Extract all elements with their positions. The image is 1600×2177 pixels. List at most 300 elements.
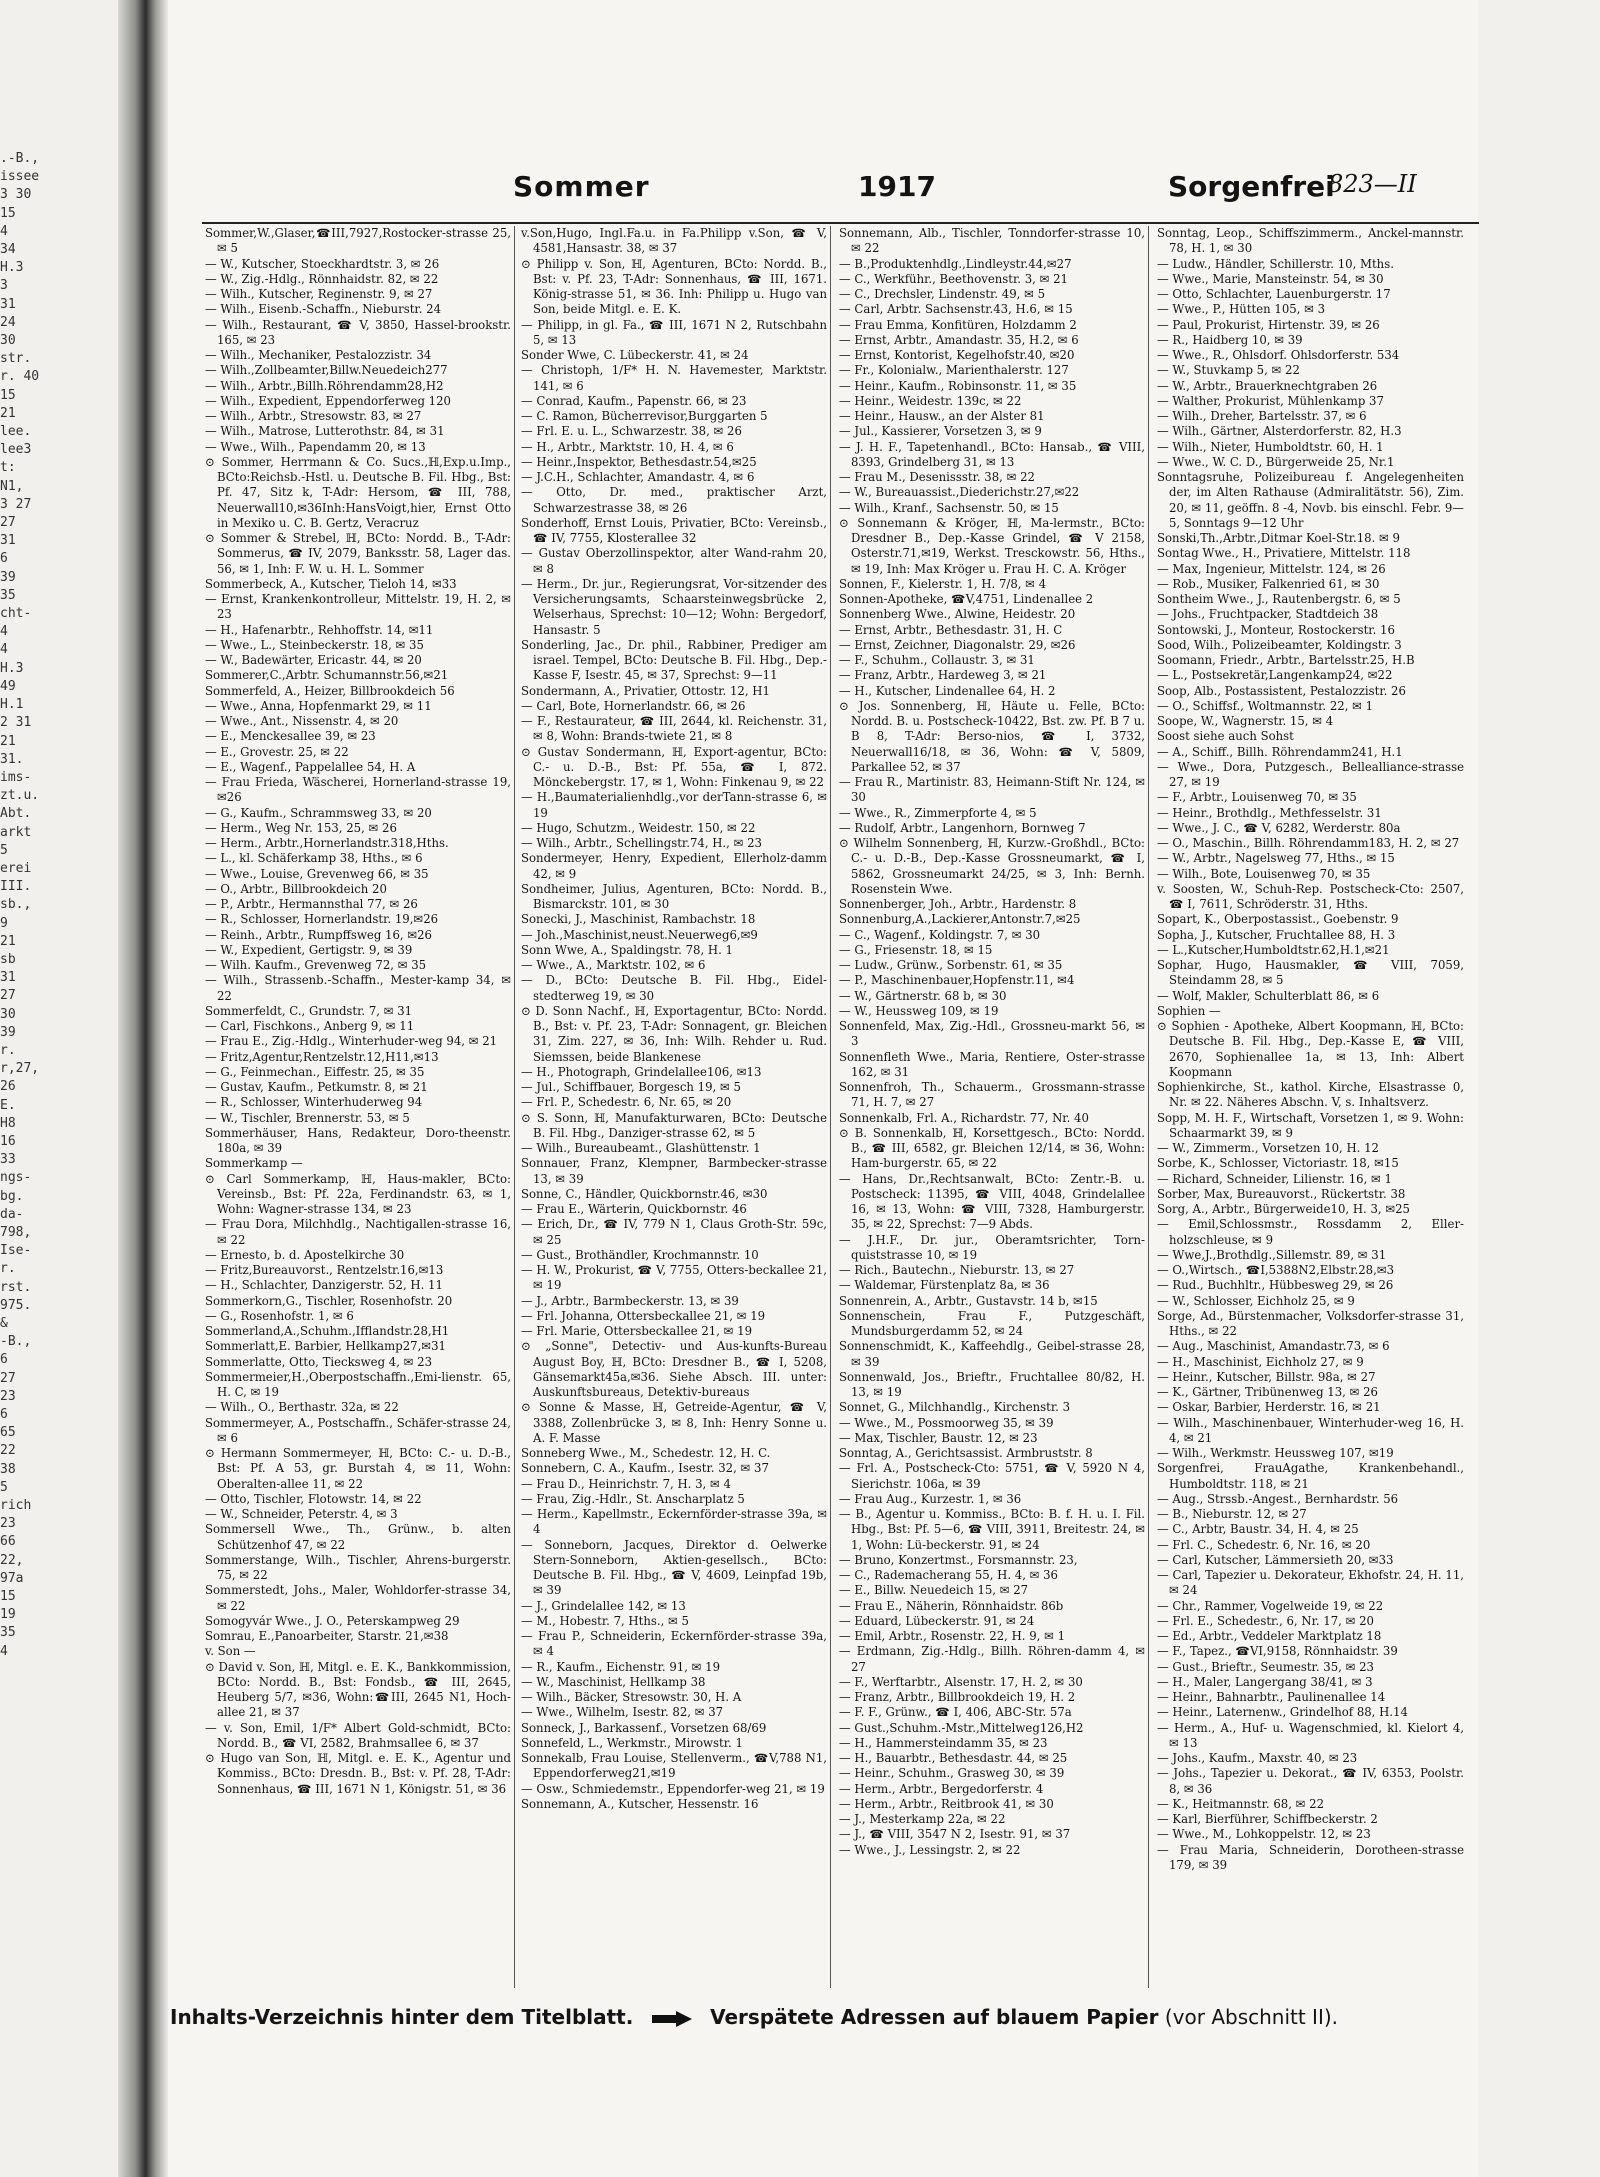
directory-entry: — Fritz,Bureauvorst., Rentzelstr.16,✉13 bbox=[205, 1263, 444, 1277]
directory-entry: — Fritz,Agentur,Rentzelstr.12,H11,✉13 bbox=[205, 1049, 439, 1064]
left-fragment-line: 97a bbox=[0, 1570, 24, 1586]
directory-entry: Sophien — bbox=[1157, 1003, 1221, 1018]
directory-entry: — Frl. P., Schedestr. 6, Nr. 65, ✉ 20 bbox=[521, 1095, 732, 1110]
directory-entry: — W., Tischler, Brennerstr. 53, ✉ 5 bbox=[205, 1110, 410, 1125]
directory-entry: Sommermeier,H.,Oberpostschaffn.,Emi-lienstr. 65, H. C, ✉ 19 bbox=[205, 1369, 511, 1399]
directory-entry: v. Soosten, W., Schuh-Rep. Postscheck-Cto: 2507, ☎ I, 7611, Schröderstr. 31, Hths. bbox=[1157, 881, 1464, 911]
directory-entry: Sommerbeck, A., Kutscher, Tieloh 14, ✉33 bbox=[205, 576, 457, 591]
directory-entry: — Herm., A., Huf- u. Wagenschmied, kl. Kielort 4, ✉ 13 bbox=[1157, 1720, 1464, 1750]
left-fragment-line: sb bbox=[0, 951, 16, 967]
directory-entry: — Frau E., Zig.-Hdlg., Winterhuder-weg 94, ✉ 21 bbox=[205, 1034, 498, 1049]
directory-entry: — W., Zig.-Hdlg., Rönnhaidstr. 82, ✉ 22 bbox=[205, 271, 439, 286]
directory-entry: — Herm., Arbtr., Bergedorferstr. 4 bbox=[839, 1781, 1044, 1796]
left-fragment-line: 6 bbox=[0, 1352, 8, 1368]
directory-entry: — H.,Baumaterialienhdlg.,vor derTann-strasse 6, ✉ 19 bbox=[521, 790, 827, 820]
left-fragment-line: ims- bbox=[0, 769, 32, 785]
directory-entry: — Ernst, Arbtr., Amandastr. 35, H.2, ✉ 6 bbox=[839, 332, 1079, 347]
directory-entry: Sonderhoff, Ernst Louis, Privatier, BCto: Vereinsb., ☎ IV, 7755, Klosterallee 32 bbox=[521, 515, 827, 545]
directory-entry: — J.H.F., Dr. jur., Oberamtsrichter, Torn-quiststrasse 10, ✉ 19 bbox=[839, 1232, 1145, 1262]
directory-column-4 bbox=[1154, 226, 1467, 1988]
directory-entry: — Emil, Arbtr., Rosenstr. 22, H. 9, ✉ 1 bbox=[839, 1629, 1066, 1643]
directory-entry: — O., Schiffsf., Woltmannstr. 22, ✉ 1 bbox=[1157, 698, 1374, 713]
directory-entry: Sonnenberg Wwe., Alwine, Heidestr. 20 bbox=[839, 607, 1076, 622]
directory-entry: — P., Maschinenbauer,Hopfenstr.11, ✉4 bbox=[839, 973, 1075, 988]
directory-entry: — Johs., Kaufm., Maxstr. 40, ✉ 23 bbox=[1157, 1751, 1358, 1765]
header-last-name: Sorgenfrei bbox=[1168, 170, 1335, 203]
directory-entry: — Wilh., Gärtner, Alsterdorferstr. 82, H.3 bbox=[1157, 424, 1402, 439]
left-fragment-line: 35 bbox=[0, 587, 16, 603]
directory-entry: — B.,Produktenhdlg.,Lindleystr.44,✉27 bbox=[839, 256, 1072, 271]
directory-entry: — Christoph, 1/F* H. N. Havemester, Marktstr. 141, ✉ 6 bbox=[521, 363, 827, 393]
directory-entry: — Heinr., Kaufm., Robinsonstr. 11, ✉ 35 bbox=[839, 378, 1077, 393]
directory-entry: — H., Photograph, Grindelallee106, ✉13 bbox=[521, 1064, 762, 1079]
left-fragment-line: 15 bbox=[0, 387, 16, 403]
directory-entry: — K., Gärtner, Tribünenweg 13, ✉ 26 bbox=[1157, 1385, 1378, 1399]
book-gutter bbox=[118, 0, 168, 2177]
directory-entry: — W., Badewärter, Ericastr. 44, ✉ 20 bbox=[205, 653, 422, 667]
directory-entry: Sorg, A., Arbtr., Bürgerweide10, H. 3, ✉25 bbox=[1157, 1202, 1410, 1216]
left-fragment-line: str. bbox=[0, 351, 32, 367]
directory-entry: — F., Arbtr., Louisenweg 70, ✉ 35 bbox=[1157, 790, 1357, 805]
directory-entry: Sonderling, Jac., Dr. phil., Rabbiner, Prediger am israel. Tempel, BCto: Deutsche B. Fil. Hbg., Dep.-Kasse F, Isestr. 45, ✉ 37, Sprechst: 9—11 bbox=[521, 637, 827, 683]
directory-entry: — B., Nieburstr. 12, ✉ 27 bbox=[1157, 1507, 1307, 1521]
pointing-hand-icon bbox=[650, 2009, 694, 2029]
directory-entry: Sontag Wwe., H., Privatiere, Mittelstr. 118 bbox=[1157, 546, 1411, 561]
directory-entry: — Heinr.,Inspektor, Bethesdastr.54,✉25 bbox=[521, 454, 757, 469]
directory-entry: — Franz, Arbtr., Billbrookdeich 19, H. 2 bbox=[839, 1690, 1076, 1704]
directory-entry: — Ernesto, b. d. Apostelkirche 30 bbox=[205, 1247, 405, 1262]
directory-entry: — W., Schlosser, Eichholz 25, ✉ 9 bbox=[1157, 1293, 1355, 1308]
directory-entry: — Wilh.,Zollbeamter,Billw.Neuedeich277 bbox=[205, 363, 448, 378]
left-fragment-line: 5 bbox=[0, 842, 8, 858]
directory-entry: — Frl. C., Schedestr. 6, Nr. 16, ✉ 20 bbox=[1157, 1537, 1371, 1552]
directory-entry: — C., Werkführ., Beethovenstr. 3, ✉ 21 bbox=[839, 271, 1068, 286]
directory-entry: Sondheimer, Julius, Agenturen, BCto: Nordd. B., Bismarckstr. 101, ✉ 30 bbox=[521, 881, 827, 911]
directory-entry: — Wilh., Arbtr., Stresowstr. 83, ✉ 27 bbox=[205, 409, 422, 423]
directory-entry: — B., Agentur u. Kommiss., BCto: B. f. H. u. I. Fil. Hbg., Bst: Pf. 5—6, ☎ VIII, 3911, Breitestr. 24, ✉ 1, Wohn: Lü-beckerstr. 91, ✉ 24 bbox=[839, 1507, 1145, 1552]
left-fragment-line: 4 bbox=[0, 624, 8, 640]
left-fragment-line: 30 bbox=[0, 333, 16, 349]
directory-entry: Sonnenburg,A.,Lackierer,Antonstr.7,✉25 bbox=[839, 912, 1081, 927]
directory-entry: — Hugo, Schutzm., Weidestr. 150, ✉ 22 bbox=[521, 820, 756, 835]
directory-entry: Sonnauer, Franz, Klempner, Barmbecker-strasse 13, ✉ 39 bbox=[521, 1156, 827, 1186]
left-fragment-line: 23 bbox=[0, 1516, 16, 1532]
left-fragment-line: N1, bbox=[0, 478, 24, 494]
left-fragment-line: 22, bbox=[0, 1552, 24, 1568]
left-fragment-line: 26 bbox=[0, 1079, 16, 1095]
directory-entry: — H., Maler, Langergang 38/41, ✉ 3 bbox=[1157, 1674, 1373, 1689]
left-fragment-line: 9 bbox=[0, 915, 8, 931]
footer-section-note: (vor Abschnitt II). bbox=[1164, 2005, 1339, 2029]
directory-entry: — Osw., Schmiedemstr., Eppendorfer-weg 21, ✉ 19 bbox=[521, 1781, 825, 1796]
directory-entry: — Wolf, Makler, Schulterblatt 86, ✉ 6 bbox=[1157, 988, 1380, 1003]
directory-entry: — Ernst, Kontorist, Kegelhofstr.40, ✉20 bbox=[839, 348, 1075, 362]
directory-entry: — J.C.H., Schlachter, Amandastr. 4, ✉ 6 bbox=[521, 470, 755, 484]
directory-entry: — Ernst, Zeichner, Diagonalstr. 29, ✉26 bbox=[839, 637, 1076, 652]
directory-entry: — Waldemar, Fürstenplatz 8a, ✉ 36 bbox=[839, 1278, 1050, 1293]
left-fragment-line: lee. bbox=[0, 424, 32, 440]
directory-entry: — Oskar, Barbier, Herderstr. 16, ✉ 21 bbox=[1157, 1400, 1381, 1415]
directory-entry: Sonnen-Apotheke, ☎V,4751, Lindenallee 2 bbox=[839, 592, 1094, 606]
directory-entry: — Max, Ingenieur, Mittelstr. 124, ✉ 26 bbox=[1157, 561, 1386, 576]
left-fragment-line: 19 bbox=[0, 1607, 16, 1623]
directory-entry: — Jul., Schiffbauer, Borgesch 19, ✉ 5 bbox=[521, 1080, 741, 1094]
directory-column-1 bbox=[202, 226, 515, 1988]
directory-entry: — L.,Kutscher,Humboldtstr.62,H.1,✉21 bbox=[1157, 942, 1390, 957]
directory-entry: — Frl. Marie, Ottersbeckallee 21, ✉ 19 bbox=[521, 1324, 753, 1338]
left-fragment-line: cht- bbox=[0, 606, 32, 622]
directory-entry: ⊙ Philipp v. Son, ℍ, Agenturen, BCto: Nordd. B., Bst: v. Pf. 23, T-Adr: Sonnenhaus, ☎ III, 1671. König-strasse 51, ✉ 36. Inh: Philipp u. Hugo van Son, beide Mitgl. e. E. K. bbox=[521, 256, 827, 317]
left-fragment-line: 38 bbox=[0, 1461, 16, 1477]
directory-entry: ⊙ Carl Sommerkamp, ℍ, Haus-makler, BCto: Vereinsb., Bst: Pf. 22a, Ferdinandstr. 63, ✉ 1, Wohn: Wagner-strasse 134, ✉ 23 bbox=[205, 1171, 511, 1216]
left-fragment-line: lee3 bbox=[0, 442, 32, 458]
directory-entry: — Rob., Musiker, Falkenried 61, ✉ 30 bbox=[1157, 576, 1380, 591]
directory-entry: — Heinr., Bahnarbtr., Paulinenallee 14 bbox=[1157, 1690, 1386, 1704]
left-fragment-line: r. bbox=[0, 1261, 16, 1277]
directory-entry: Soop, Alb., Postassistent, Pestalozzistr. 26 bbox=[1157, 683, 1406, 698]
directory-entry: — Frau Emma, Konfitüren, Holzdamm 2 bbox=[839, 317, 1077, 332]
left-fragment-line: 34 bbox=[0, 242, 16, 258]
left-fragment-line: 31 bbox=[0, 970, 16, 986]
left-fragment-line: rst. bbox=[0, 1279, 32, 1295]
directory-entry: — F., Werftarbtr., Alsenstr. 17, H. 2, ✉ 30 bbox=[839, 1674, 1083, 1689]
directory-entry: — Heinr., Hausw., an der Alster 81 bbox=[839, 409, 1045, 423]
left-page-fragment bbox=[0, 150, 118, 2050]
left-fragment-line: 23 bbox=[0, 1388, 16, 1404]
footer-index-note: Inhalts-Verzeichnis hinter dem Titelblatt. bbox=[170, 2005, 634, 2029]
directory-entry: Sommerlatt,E. Barbier, Hellkamp27,✉31 bbox=[205, 1339, 446, 1354]
directory-entry: — Carl, Arbtr. Sachsenstr.43, H.6, ✉ 15 bbox=[839, 302, 1073, 317]
directory-entry: Sommerstange, Wilh., Tischler, Ahrens-burgerstr. 75, ✉ 22 bbox=[205, 1552, 511, 1582]
left-fragment-line: 21 bbox=[0, 405, 16, 421]
left-fragment-line: 6 bbox=[0, 1407, 8, 1423]
directory-entry: — L., kl. Schäferkamp 38, Hths., ✉ 6 bbox=[205, 851, 423, 866]
directory-entry: — Gust.,Schuhm.-Mstr.,Mittelweg126,H2 bbox=[839, 1720, 1084, 1735]
directory-entry: Soost siehe auch Sohst bbox=[1157, 729, 1294, 744]
directory-entry: ⊙ Sophien - Apotheke, Albert Koopmann, ℍ, BCto: Deutsche B. Fil. Hbg., Dep.-Kasse E, ☎ VIII, 2670, Sophienallee 1a, ✉ 13, Inh: Albert Koopmann bbox=[1157, 1019, 1464, 1079]
directory-entry: — H., Schlachter, Danzigerstr. 52, H. 11 bbox=[205, 1278, 443, 1293]
directory-entry: Sonski,Th.,Arbtr.,Ditmar Koel-Str.18. ✉ 9 bbox=[1157, 531, 1400, 545]
left-fragment-line: 16 bbox=[0, 1133, 16, 1149]
directory-entry: — Ludw., Grünw., Sorbenstr. 61, ✉ 35 bbox=[839, 958, 1063, 972]
left-fragment-line: E. bbox=[0, 1097, 16, 1113]
directory-entry: Soope, W., Wagnerstr. 15, ✉ 4 bbox=[1157, 714, 1334, 728]
left-fragment-line: III. bbox=[0, 879, 32, 895]
directory-entry: — R., Schlosser, Winterhuderweg 94 bbox=[205, 1095, 423, 1110]
directory-entry: Sommersell Wwe., Th., Grünw., b. alten Schützenhof 47, ✉ 22 bbox=[205, 1522, 511, 1552]
left-fragment-line: 27 bbox=[0, 988, 16, 1004]
directory-column-2 bbox=[518, 226, 831, 1988]
directory-entry: — Wilh., Bureaubeamt., Glashüttenstr. 1 bbox=[521, 1141, 761, 1155]
left-fragment-line: H.1 bbox=[0, 697, 24, 713]
directory-entry: — Wwe., Ant., Nissenstr. 4, ✉ 20 bbox=[205, 714, 399, 728]
directory-entry: — W., Arbtr., Nagelsweg 77, Hths., ✉ 15 bbox=[1157, 851, 1395, 866]
header-first-name: Sommer bbox=[513, 170, 650, 203]
left-fragment-line: arkt bbox=[0, 824, 32, 840]
directory-entry: v.Son,Hugo, Ingl.Fa.u. in Fa.Philipp v.Son, ☎ V, 4581,Hansastr. 38, ✉ 37 bbox=[521, 226, 827, 256]
left-fragment-line: r. bbox=[0, 1042, 16, 1058]
directory-entry: — J., Grindelallee 142, ✉ 13 bbox=[521, 1598, 686, 1613]
directory-entry: — Frl. Johanna, Ottersbeckallee 21, ✉ 19 bbox=[521, 1308, 766, 1323]
directory-entry: — Carl, Fischkons., Anberg 9, ✉ 11 bbox=[205, 1019, 415, 1033]
directory-entry: — Max, Tischler, Baustr. 12, ✉ 23 bbox=[839, 1430, 1038, 1445]
directory-entry: — Wilh. Kaufm., Grevenweg 72, ✉ 35 bbox=[205, 958, 427, 972]
directory-entry: — L., Postsekretär,Langenkamp24, ✉22 bbox=[1157, 668, 1393, 683]
directory-entry: — Chr., Rammer, Vogelweide 19, ✉ 22 bbox=[1157, 1598, 1384, 1613]
directory-entry: — J., Arbtr., Barmbeckerstr. 13, ✉ 39 bbox=[521, 1293, 739, 1308]
directory-entry: Sorgenfrei, FrauAgathe, Krankenbehandl., Humboldtstr. 118, ✉ 21 bbox=[1157, 1461, 1464, 1491]
directory-entry: — Carl, Kutscher, Lämmersieth 20, ✉33 bbox=[1157, 1552, 1394, 1567]
directory-entry: — Frau Frieda, Wäscherei, Hornerland-strasse 19,✉26 bbox=[205, 775, 511, 805]
directory-entry: — Richard, Schneider, Lilienstr. 16, ✉ 1 bbox=[1157, 1171, 1392, 1186]
directory-entry: — Frl. E., Schedestr., 6, Nr. 17, ✉ 20 bbox=[1157, 1613, 1374, 1628]
directory-entry: — J., Mesterkamp 22a, ✉ 22 bbox=[839, 1812, 1006, 1826]
directory-entry: Sonnenschmidt, K., Kaffeehdlg., Geibel-strasse 28, ✉ 39 bbox=[839, 1339, 1145, 1369]
left-fragment-line: 798, bbox=[0, 1224, 32, 1240]
left-fragment-line: rich bbox=[0, 1498, 32, 1514]
left-fragment-line: H.3 bbox=[0, 260, 24, 276]
directory-entry: — O., Arbtr., Billbrookdeich 20 bbox=[205, 881, 387, 896]
directory-entry: — Karl, Bierführer, Schiffbeckerstr. 2 bbox=[1157, 1812, 1378, 1826]
directory-entry: Sorge, Ad., Bürstenmacher, Volksdorfer-strasse 31, Hths., ✉ 22 bbox=[1157, 1308, 1464, 1338]
directory-entry: Sonnemann, A., Kutscher, Hessenstr. 16 bbox=[521, 1796, 759, 1811]
directory-entry: Sonecki, J., Maschinist, Rambachstr. 18 bbox=[521, 912, 756, 927]
directory-entry: — Erich, Dr., ☎ IV, 779 N 1, Claus Groth-Str. 59c, ✉ 25 bbox=[521, 1217, 827, 1247]
directory-entry: — C., Wagenf., Koldingstr. 7, ✉ 30 bbox=[839, 927, 1041, 942]
directory-entry: — Heinr., Schuhm., Grasweg 30, ✉ 39 bbox=[839, 1766, 1065, 1781]
directory-entry: — Herm., Arbtr.,Hornerlandstr.318,Hths. bbox=[205, 836, 449, 850]
directory-entry: ⊙ Wilhelm Sonnenberg, ℍ, Kurzw.-Großhdl., BCto: C.- u. D.-B., Dep.-Kasse Grossneumarkt, ☎ I, 5862, Grossneumarkt 24/25, ✉ 3, Inh: Bernh. Rosenstein Wwe. bbox=[839, 836, 1145, 896]
directory-entry: Sorbe, K., Schlosser, Victoriastr. 18, ✉15 bbox=[1157, 1156, 1399, 1171]
directory-entry: — Joh.,Maschinist,neust.Neuerweg6,✉9 bbox=[521, 927, 758, 942]
directory-entry: Sonn Wwe, A., Spaldingstr. 78, H. 1 bbox=[521, 942, 733, 957]
directory-entry: ⊙ „Sonne", Detectiv- und Aus-kunfts-Bureau August Boy, ℍ, BCto: Dresdner B., ☎ I, 5208, Gänsemarkt45a,✉36. Siehe Absch. III. unter: Auskunftsbureaus, Detektiv-bureaus bbox=[521, 1339, 827, 1399]
directory-entry: — H., Bauarbtr., Bethesdastr. 44, ✉ 25 bbox=[839, 1751, 1068, 1765]
left-fragment-line: & bbox=[0, 1316, 8, 1331]
left-fragment-line: Ise- bbox=[0, 1243, 32, 1259]
directory-entry: Sonneberg Wwe., M., Schedestr. 12, H. C. bbox=[521, 1446, 771, 1460]
directory-entry: ⊙ S. Sonn, ℍ, Manufakturwaren, BCto: Deutsche B. Fil. Hbg., Danziger-strasse 62, ✉ 5 bbox=[521, 1110, 827, 1140]
directory-entry: — C., Arbtr, Baustr. 34, H. 4, ✉ 25 bbox=[1157, 1522, 1359, 1537]
directory-entry: — Hans, Dr.,Rechtsanwalt, BCto: Zentr.-B. u. Postscheck: 11395, ☎ VIII, 4048, Grindelallee 16, ✉ 13, Wohn: ☎ VIII, 7328, Hamburgerstr. 35, ✉ 22, Sprechst: 7—9 Abds. bbox=[839, 1171, 1145, 1232]
directory-entry: — Wilh., Werkmstr. Heussweg 107, ✉19 bbox=[1157, 1446, 1394, 1460]
left-fragment-line: 65 bbox=[0, 1425, 16, 1441]
directory-entry: — Rudolf, Arbtr., Langenhorn, Bornweg 7 bbox=[839, 820, 1086, 835]
left-fragment-line: Abt. bbox=[0, 806, 32, 822]
directory-entry: — Ed., Arbtr., Veddeler Marktplatz 18 bbox=[1157, 1629, 1382, 1643]
directory-entry: — E., Wagenf., Pappelallee 54, H. A bbox=[205, 759, 416, 774]
directory-entry: — G., Rosenhofstr. 1, ✉ 6 bbox=[205, 1308, 354, 1323]
directory-entry: Sonnenkalb, Frl. A., Richardstr. 77, Nr. 40 bbox=[839, 1110, 1089, 1125]
directory-entry: — Johs., Fruchtpacker, Stadtdeich 38 bbox=[1157, 607, 1379, 622]
left-fragment-line: ngs- bbox=[0, 1170, 32, 1186]
directory-entry: — Wwe., L., Steinbeckerstr. 18, ✉ 35 bbox=[205, 637, 424, 652]
left-fragment-line: r,27, bbox=[0, 1061, 40, 1077]
directory-entry: — Wilh., Dreher, Bartelsstr. 37, ✉ 6 bbox=[1157, 409, 1367, 423]
directory-entry: — Wwe., R., Ohlsdorf. Ohlsdorferstr. 534 bbox=[1157, 348, 1400, 362]
directory-entry: — W., Stuvkamp 5, ✉ 22 bbox=[1157, 363, 1300, 378]
directory-entry: Sonneck, J., Barkassenf., Vorsetzen 68/69 bbox=[521, 1720, 767, 1735]
directory-entry: — H., Hafenarbtr., Rehhoffstr. 14, ✉11 bbox=[205, 622, 434, 637]
left-fragment-line: da- bbox=[0, 1206, 24, 1222]
directory-entry: ⊙ Jos. Sonnenberg, ℍ, Häute u. Felle, BCto: Nordd. B. u. Postscheck-10422, Bst. zw. Pf. B 7 u. B 8, T-Adr: Berso-nios, ☎ I, 3732, Neuerwall16/18, ✉ 36, Wohn: ☎ V, 5809, Parkallee 52, ✉ 37 bbox=[839, 698, 1145, 774]
left-fragment-line: 5 bbox=[0, 1479, 8, 1495]
directory-entry: — Aug., Strssb.-Angest., Bernhardstr. 56 bbox=[1157, 1491, 1399, 1506]
directory-entry: — Herm., Weg Nr. 153, 25, ✉ 26 bbox=[205, 820, 397, 835]
left-fragment-line: 22 bbox=[0, 1443, 16, 1459]
directory-entry: — Wwe., Wilh., Papendamm 20, ✉ 13 bbox=[205, 439, 426, 454]
directory-entry: — Sonneborn, Jacques, Direktor d. Oelwerke Stern-Sonneborn, Aktien-gesellsch., BCto: Deutsche B. Fil. Hbg., ☎ V, 4609, Leinpfad 19b, ✉ 39 bbox=[521, 1537, 827, 1598]
directory-entry: — Herm., Arbtr., Reitbrook 41, ✉ 30 bbox=[839, 1796, 1054, 1811]
directory-entry: Sonnenschein, Frau F., Putzgeschäft, Mundsburgerdamm 52, ✉ 24 bbox=[839, 1308, 1145, 1338]
directory-entry: — M., Hobestr. 7, Hths., ✉ 5 bbox=[521, 1613, 689, 1628]
directory-entry: — Heinr., Weidestr. 139c, ✉ 22 bbox=[839, 393, 1022, 408]
directory-entry: — Otto, Dr. med., praktischer Arzt, Schwarzestrasse 38, ✉ 26 bbox=[521, 485, 827, 515]
directory-entry: — Wilh., Strassenb.-Schaffn., Mester-kamp 34, ✉ 22 bbox=[205, 973, 511, 1003]
directory-entry: ⊙ Gustav Sondermann, ℍ, Export-agentur, BCto: C.- u. D.-B., Bst: Pf. 55a, ☎ I, 872. Mönckebergstr. 17, ✉ 1, Wohn: Finkenau 9, ✉ 22 bbox=[521, 744, 827, 789]
directory-entry: — Wwe,J.,Brothdlg.,Sillemstr. 89, ✉ 31 bbox=[1157, 1247, 1387, 1262]
directory-entry: — Erdmann, Zig.-Hdlg., Billh. Röhren-damm 4, ✉ 27 bbox=[839, 1644, 1145, 1674]
directory-entry: — R., Kaufm., Eichenstr. 91, ✉ 19 bbox=[521, 1659, 721, 1674]
directory-entry: — Wilh., O., Berthastr. 32a, ✉ 22 bbox=[205, 1400, 399, 1415]
directory-entry: — Wilh., Eisenb.-Schaffn., Nieburstr. 24 bbox=[205, 302, 442, 317]
directory-entry: — Gustav Oberzollinspektor, alter Wand-rahm 20, ✉ 8 bbox=[521, 546, 827, 576]
left-fragment-line: 4 bbox=[0, 223, 8, 239]
left-fragment-line: 4 bbox=[0, 642, 8, 658]
directory-entry: Sonnenrein, A., Arbtr., Gustavstr. 14 b, ✉15 bbox=[839, 1293, 1098, 1308]
left-fragment-line: t: bbox=[0, 460, 16, 476]
directory-entry: — Wwe., J., Lessingstr. 2, ✉ 22 bbox=[839, 1842, 1021, 1857]
left-fragment-line: 27 bbox=[0, 1370, 16, 1386]
directory-entry: — Heinr., Kutscher, Billstr. 98a, ✉ 27 bbox=[1157, 1369, 1376, 1384]
directory-entry: Sommerlatte, Otto, Tiecksweg 4, ✉ 23 bbox=[205, 1354, 433, 1369]
directory-entry: — Wilh., Mechaniker, Pestalozzistr. 34 bbox=[205, 348, 432, 362]
directory-entry: — Wwe., Louise, Grevenweg 66, ✉ 35 bbox=[205, 866, 429, 881]
directory-entry: — Frau, Zig.-Hdlr., St. Anscharplatz 5 bbox=[521, 1491, 745, 1506]
left-fragment-line: 27 bbox=[0, 515, 16, 531]
directory-entry: — Franz, Arbtr., Hardeweg 3, ✉ 21 bbox=[839, 668, 1047, 683]
directory-entry: v. Son — bbox=[205, 1644, 256, 1659]
directory-entry: — Gust., Brothändler, Krochmannstr. 10 bbox=[521, 1247, 759, 1262]
directory-entry: — Otto, Schlachter, Lauenburgerstr. 17 bbox=[1157, 287, 1391, 301]
directory-entry: — Frau Dora, Milchhdlg., Nachtigallen-strasse 16, ✉ 22 bbox=[205, 1217, 511, 1247]
left-fragment-line: 4 bbox=[0, 1643, 8, 1659]
left-fragment-line: 30 bbox=[0, 1006, 16, 1022]
directory-entry: — A., Schiff., Billh. Röhrendamm241, H.1 bbox=[1157, 744, 1403, 759]
directory-entry: — C. Ramon, Bücherrevisor,Burggarten 5 bbox=[521, 409, 768, 423]
directory-entry: — Carl, Bote, Hornerlandstr. 66, ✉ 26 bbox=[521, 698, 746, 713]
directory-entry: Sonnenfroh, Th., Schauerm., Grossmann-strasse 71, H. 7, ✉ 27 bbox=[839, 1080, 1145, 1110]
directory-entry: — W., Kutscher, Stoeckhardtstr. 3, ✉ 26 bbox=[205, 256, 440, 271]
left-fragment-line: H.3 bbox=[0, 660, 24, 676]
directory-entry: — Johs., Tapezier u. Dekorat., ☎ IV, 6353, Poolstr. 8, ✉ 36 bbox=[1157, 1766, 1464, 1796]
directory-entry: — Aug., Maschinist, Amandastr.73, ✉ 6 bbox=[1157, 1339, 1390, 1354]
directory-entry: — Wilh., Expedient, Eppendorferweg 120 bbox=[205, 393, 451, 408]
directory-entry: Sonne, C., Händler, Quickbornstr.46, ✉30 bbox=[521, 1186, 768, 1201]
directory-entry: — H., Maschinist, Eichholz 27, ✉ 9 bbox=[1157, 1354, 1364, 1369]
directory-entry: — Wilh., Bote, Louisenweg 70, ✉ 35 bbox=[1157, 866, 1371, 881]
directory-entry: — W., Expedient, Gertigstr. 9, ✉ 39 bbox=[205, 942, 413, 957]
directory-entry: — P., Arbtr., Hermannsthal 77, ✉ 26 bbox=[205, 897, 418, 911]
left-fragment-line: 21 bbox=[0, 933, 16, 949]
directory-entry: Sopart, K., Oberpostassist., Goebenstr. 9 bbox=[1157, 912, 1399, 927]
left-fragment-line: 39 bbox=[0, 569, 16, 585]
directory-entry: — G., Friesenstr. 18, ✉ 15 bbox=[839, 942, 993, 957]
left-fragment-line: issee bbox=[0, 169, 40, 185]
directory-entry: Sommerfeld, A., Heizer, Billbrookdeich 56 bbox=[205, 683, 455, 698]
directory-entry: — Jul., Kassierer, Vorsetzen 3, ✉ 9 bbox=[839, 424, 1042, 439]
directory-entry: — Frau Maria, Schneiderin, Dorotheen-strasse 179, ✉ 39 bbox=[1157, 1842, 1464, 1872]
directory-entry: — Wwe., M., Lohkoppelstr. 12, ✉ 23 bbox=[1157, 1827, 1371, 1842]
directory-entry: — R., Schlosser, Hornerlandstr. 19,✉26 bbox=[205, 912, 439, 927]
directory-entry: — Wwe., Anna, Hopfenmarkt 29, ✉ 11 bbox=[205, 698, 432, 713]
directory-entry: — Otto, Tischler, Flotowstr. 14, ✉ 22 bbox=[205, 1491, 422, 1506]
directory-entry: — H., Kutscher, Lindenallee 64, H. 2 bbox=[839, 683, 1056, 698]
directory-entry: — Rud., Buchhltr., Hübbesweg 29, ✉ 26 bbox=[1157, 1278, 1394, 1293]
directory-entry: Sonnenfeld, Max, Zig.-Hdl., Grossneu-markt 56, ✉ 3 bbox=[839, 1019, 1145, 1049]
directory-entry: — G., Kaufm., Schrammsweg 33, ✉ 20 bbox=[205, 805, 432, 820]
directory-entry: Sonnet, G., Milchhandlg., Kirchenstr. 3 bbox=[839, 1400, 1071, 1415]
directory-entry: — Wilh., Arbtr., Schellingstr.74, H., ✉ 23 bbox=[521, 836, 762, 850]
directory-entry: ⊙ B. Sonnenkalb, ℍ, Korsettgesch., BCto: Nordd. B., ☎ III, 6582, gr. Bleichen 12/14, ✉ 36, Wohn: Ham-burgerstr. 65, ✉ 22 bbox=[839, 1125, 1145, 1171]
directory-columns bbox=[202, 222, 1479, 1992]
directory-entry: Somrau, E.,Panoarbeiter, Starstr. 21,✉38 bbox=[205, 1629, 449, 1643]
footer-late-addresses-note: Verspätete Adressen auf blauem Papier bbox=[710, 2005, 1159, 2029]
directory-entry: — D., BCto: Deutsche B. Fil. Hbg., Eidel-stedterweg 19, ✉ 30 bbox=[521, 973, 827, 1003]
directory-entry: Soomann, Friedr., Arbtr., Bartelsstr.25, H.B bbox=[1157, 653, 1415, 667]
directory-entry: — R., Haidberg 10, ✉ 39 bbox=[1157, 332, 1303, 347]
directory-entry: — Frau Aug., Kurzestr. 1, ✉ 36 bbox=[839, 1491, 1022, 1506]
directory-entry: ⊙ D. Sonn Nachf., ℍ, Exportagentur, BCto: Nordd. B., Bst: v. Pf. 23, T-Adr: Sonnagent, gr. Bleichen 31, Zim. 227, ✉ 36, Inh: Wilh. Rehder u. Rud. Siemssen, beide Blankenese bbox=[521, 1003, 827, 1064]
directory-entry: — Wilh., Kutscher, Reginenstr. 9, ✉ 27 bbox=[205, 287, 433, 301]
directory-entry: — K., Heitmannstr. 68, ✉ 22 bbox=[1157, 1796, 1325, 1811]
directory-entry: Sontheim Wwe., J., Rautenbergstr. 6, ✉ 5 bbox=[1157, 592, 1401, 606]
directory-entry: ⊙ Sommer, Herrmann & Co. Sucs.,ℍ,Exp.u.Imp., BCto:Reichsb.-Hstl. u. Deutsche B. Fil. Hbg., Bst: Pf. 47, Sitz k, T-Adr: Hersom, ☎ III, 788, Neuerwall10,✉36Inh:HansVoigt,hier, Ernst Otto in Mexiko u. C. B. Gertz, Veracruz bbox=[205, 454, 511, 530]
left-fragment-line: 31. bbox=[0, 751, 24, 767]
left-fragment-line: bg. bbox=[0, 1188, 24, 1204]
directory-entry: Sonnen, F., Kielerstr. 1, H. 7/8, ✉ 4 bbox=[839, 576, 1047, 591]
left-fragment-line: sb., bbox=[0, 897, 32, 913]
directory-column-3 bbox=[836, 226, 1149, 1988]
directory-entry: Sonnebern, C. A., Kaufm., Isestr. 32, ✉ 37 bbox=[521, 1461, 769, 1476]
left-fragment-line: 49 bbox=[0, 678, 16, 694]
directory-entry: — W., Maschinist, Hellkamp 38 bbox=[521, 1674, 706, 1689]
directory-entry: Sonntag, Leop., Schiffszimmerm., Anckel-mannstr. 78, H. 1, ✉ 30 bbox=[1157, 226, 1464, 256]
directory-entry: — Gustav, Kaufm., Petkumstr. 8, ✉ 21 bbox=[205, 1080, 428, 1094]
directory-entry: — F., Tapez., ☎VI,9158, Rönnhaidstr. 39 bbox=[1157, 1644, 1398, 1659]
directory-entry: Sonnenfleth Wwe., Maria, Rentiere, Oster-strasse 162, ✉ 31 bbox=[839, 1049, 1145, 1079]
directory-entry: — Wilh., Kranf., Sachsenstr. 50, ✉ 15 bbox=[839, 500, 1059, 515]
directory-entry: — Frau E., Wärterin, Quickbornstr. 46 bbox=[521, 1202, 747, 1216]
header-page-number: 823—II bbox=[1328, 170, 1417, 198]
directory-entry: — Conrad, Kaufm., Papenstr. 66, ✉ 23 bbox=[521, 393, 747, 408]
left-fragment-line: 39 bbox=[0, 1024, 16, 1040]
directory-entry: — Carl, Tapezier u. Dekorateur, Ekhofstr. 24, H. 11, ✉ 24 bbox=[1157, 1568, 1464, 1598]
directory-entry: Sonnenwald, Jos., Brieftr., Fruchtallee 80/82, H. 13, ✉ 19 bbox=[839, 1369, 1145, 1399]
directory-entry: — Paul, Prokurist, Hirtenstr. 39, ✉ 26 bbox=[1157, 317, 1380, 332]
directory-entry: — Wilh., Nieter, Humboldtstr. 60, H. 1 bbox=[1157, 439, 1384, 454]
directory-entry: — H., Hammersteindamm 35, ✉ 23 bbox=[839, 1735, 1048, 1750]
directory-entry: — Wwe., A., Marktstr. 102, ✉ 6 bbox=[521, 958, 706, 972]
directory-entry: Sonntagsruhe, Polizeibureau f. Angelegenheiten der, im Alten Rathause (Admiralitätstr. 56), Zim. 20, ✉ 11, geöffn. 8 -4, Novb. bis einschl. Febr. 9—5, Sonntags 9—12 Uhr bbox=[1157, 470, 1464, 530]
directory-entry: Sonntag, A., Gerichtsassist. Armbruststr. 8 bbox=[839, 1446, 1093, 1460]
directory-entry: Sood, Wilh., Polizeibeamter, Koldingstr. 3 bbox=[1157, 637, 1402, 652]
directory-entry: ⊙ Sonne & Masse, ℍ, Getreide-Agentur, ☎ V, 3388, Zollenbrücke 3, ✉ 8, Inh: Henry Sonne u. A. F. Masse bbox=[521, 1400, 827, 1445]
directory-entry: — W., Zimmerm., Vorsetzen 10, H. 12 bbox=[1157, 1141, 1379, 1155]
directory-entry: — Frau D., Heinrichstr. 7, H. 3, ✉ 4 bbox=[521, 1476, 731, 1491]
directory-entry: Sommerland,A.,Schuhm.,Ifflandstr.28,H1 bbox=[205, 1324, 450, 1338]
left-fragment-line: 33 bbox=[0, 1152, 16, 1168]
